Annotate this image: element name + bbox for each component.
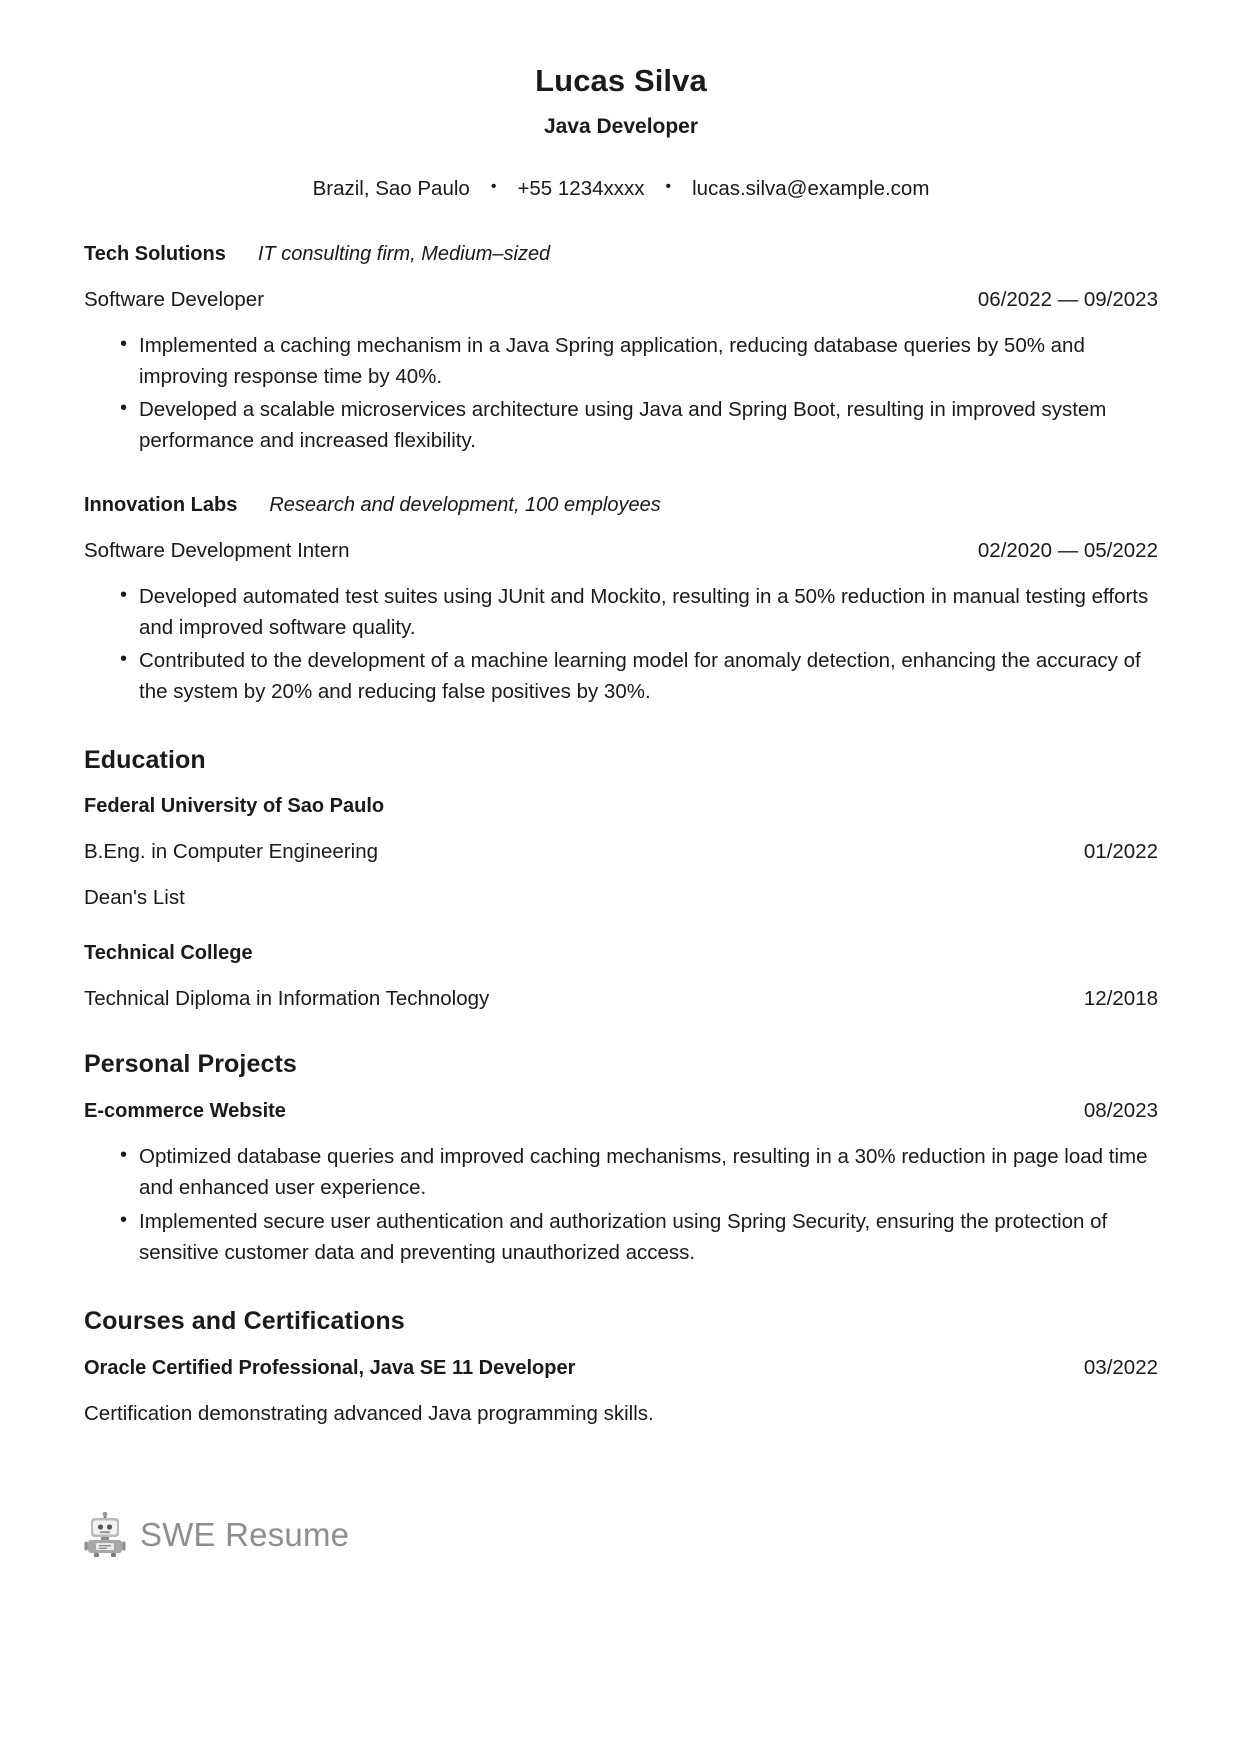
certification-note: Certification demonstrating advanced Java programming skills. — [84, 1401, 654, 1425]
list-item: • Developed automated test suites using JUnit and Mockito, resulting in a 50% reduction in manual testing efforts and improved software quality. — [84, 581, 1158, 643]
experience-entry — [84, 243, 1158, 457]
education-entry — [84, 795, 1158, 910]
robot-icon — [84, 1512, 126, 1558]
degree-date: 12/2018 — [1083, 987, 1158, 1011]
company-name: Innovation Labs — [84, 493, 238, 516]
education-entry — [84, 942, 1158, 1011]
role-title: Software Development Intern — [84, 538, 350, 562]
school-name: Technical College — [84, 942, 253, 965]
project-bullets — [84, 1141, 1158, 1268]
certification-name: Oracle Certified Professional, Java SE 11 Developer — [84, 1356, 576, 1379]
project-date: 08/2023 — [1083, 1099, 1158, 1123]
experience-bullets — [84, 581, 1158, 708]
contact-line — [84, 177, 1158, 201]
experience-role-row — [84, 539, 1158, 563]
experience-entry — [84, 494, 1158, 708]
contact-separator-icon: • — [490, 178, 497, 195]
experience-org-row — [84, 243, 1158, 266]
experience-role-row — [84, 288, 1158, 312]
education-degree-row — [84, 840, 1158, 864]
project-entry — [84, 1099, 1158, 1268]
certifications-section — [84, 1307, 1158, 1426]
contact-separator-icon: • — [665, 178, 672, 195]
list-item: • Implemented secure user authentication and authorization using Spring Security, ensuring the protection of sensitive customer data and preventing unauthorized access. — [84, 1206, 1158, 1268]
experience-bullets — [84, 330, 1158, 457]
education-note: Dean's List — [84, 886, 185, 910]
experience-org-row — [84, 494, 1158, 517]
project-name: E-commerce Website — [84, 1100, 286, 1123]
education-degree-row — [84, 987, 1158, 1011]
education-section — [84, 746, 1158, 1011]
footer-brand — [84, 1512, 349, 1558]
contact-location: Brazil, Sao Paulo — [312, 177, 470, 200]
degree-name: Technical Diploma in Information Technology — [84, 987, 490, 1011]
section-title-certifications: Courses and Certifications — [84, 1306, 405, 1335]
contact-phone: +55 1234xxxx — [517, 177, 645, 200]
list-item: • Implemented a caching mechanism in a Java Spring application, reducing database queries by 50% and improving response time by 40%. — [84, 330, 1158, 392]
list-item: • Contributed to the development of a machine learning model for anomaly detection, enhancing the accuracy of the system by 20% and reducing false positives by 30%. — [84, 645, 1158, 707]
role-dates: 06/2022 — 09/2023 — [977, 288, 1158, 311]
resume-header — [84, 62, 1158, 201]
contact-email[interactable]: lucas.silva@example.com — [692, 177, 930, 200]
project-header-row — [84, 1099, 1158, 1123]
candidate-name: Lucas Silva — [535, 63, 707, 98]
school-name: Federal University of Sao Paulo — [84, 795, 385, 818]
degree-date: 01/2022 — [1083, 840, 1158, 864]
company-description: IT consulting firm, Medium–sized — [257, 243, 551, 265]
company-name: Tech Solutions — [84, 243, 226, 265]
list-item: • Developed a scalable microservices architecture using Java and Spring Boot, resulting in improved system performance and increased flexibility. — [84, 394, 1158, 456]
degree-name: B.Eng. in Computer Engineering — [84, 840, 379, 864]
certification-entry — [84, 1356, 1158, 1426]
footer-brand-label: SWE Resume — [140, 1516, 350, 1553]
certification-header-row — [84, 1356, 1158, 1380]
certification-date: 03/2022 — [1083, 1355, 1158, 1379]
section-title-projects: Personal Projects — [84, 1050, 297, 1079]
role-dates: 02/2020 — 05/2022 — [977, 538, 1158, 562]
role-title: Software Developer — [84, 288, 265, 311]
section-title-education: Education — [84, 746, 206, 775]
list-item: • Optimized database queries and improved caching mechanisms, resulting in a 30% reduction in page load time and enhanced user experience. — [84, 1141, 1158, 1203]
projects-section — [84, 1050, 1158, 1268]
candidate-job-title: Java Developer — [543, 114, 699, 138]
company-description: Research and development, 100 employees — [269, 493, 661, 516]
